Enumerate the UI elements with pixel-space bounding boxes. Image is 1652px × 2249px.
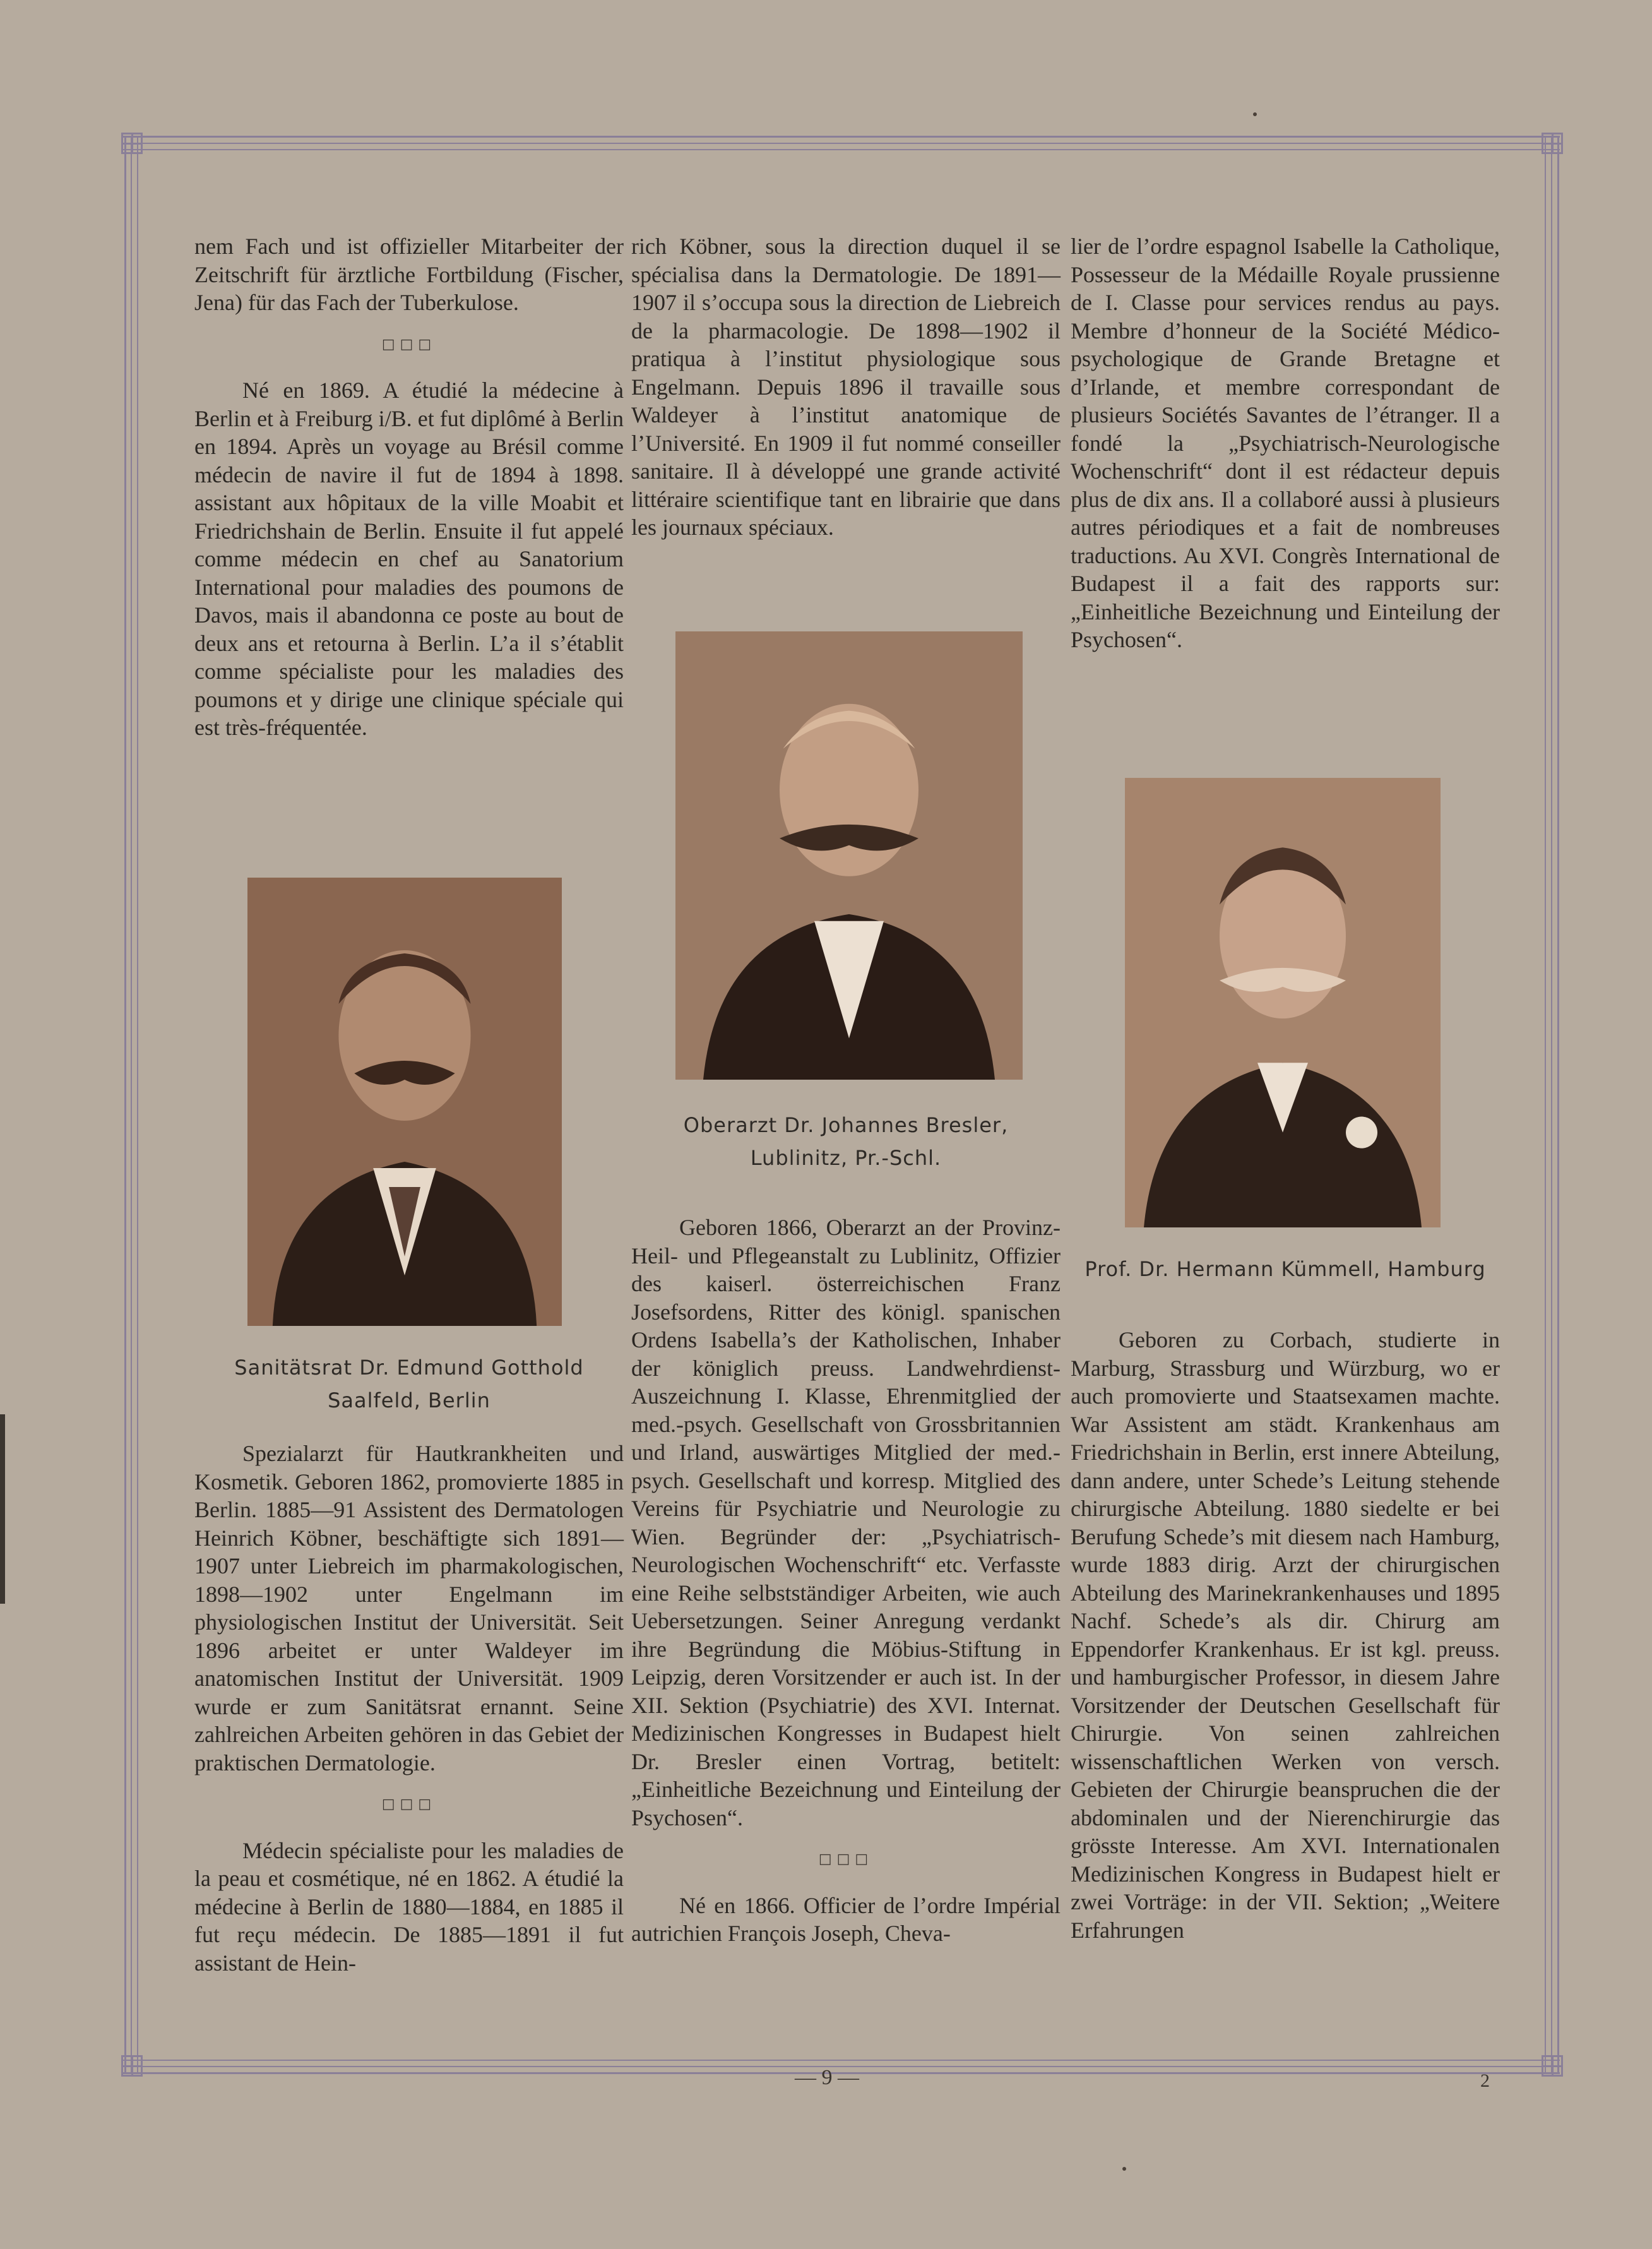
binding-stain — [0, 1414, 5, 1604]
section-separator: □□□ — [381, 336, 437, 352]
portrait-photo-kuemmell — [1125, 778, 1441, 1227]
frame-corner-ornament — [121, 2055, 143, 2077]
column-right — [1071, 232, 1500, 654]
column-left — [194, 232, 624, 742]
printer-signature-mark: 2 — [1480, 2070, 1490, 2091]
caption-bresler: Oberarzt Dr. Johannes Bresler, Lublinitz, Pr.-Schl. — [683, 1113, 1009, 1170]
portrait-photo-bresler — [675, 631, 1023, 1080]
page-number: — 9 — — [795, 2066, 859, 2089]
paragraph-de-bresler: Geboren 1866, Oberarzt an der Provinz-Heil- und Pflegeanstalt zu Lublinitz, Offizier des kaiserl. österreichischen Franz Josefsordens, Ritter des königl. spanischen Ordens Isabella’s der Katholischen, Inhaber der königlich preuss. Landwehrdienst-Auszeichnung I. Klasse, Ehrenmitglied der med.-psych. Gesellschaft von Grossbritannien und Irland, auswärtiges Mitglied der med.-psych. Gesellschaft und korresp. Mitglied des Vereins für Psychiatrie und Neurologie zu Wien. Begründer der: „Psychiatrisch-Neurologischen Wochenschrift“ etc. Verfasste eine Reihe selbstständiger Arbeiten, wie auch Uebersetzungen. Seiner Anregung verdankt ihre Begründung die Möbius-Stiftung in Leipzig, deren Vorsitzender er auch ist. In der XII. Sektion (Psychiatrie) des XVI. Internat. Medizinischen Kongresses in Budapest hielt Dr. Bresler einen Vortrag, betitelt: „Einheitliche Bezeichnung und Einteilung der Psychosen“. — [631, 1215, 1061, 1830]
column-left-lower — [194, 1440, 624, 1977]
frame-corner-ornament — [1542, 133, 1563, 154]
paragraph-de-continued: nem Fach und ist offizieller Mitarbeiter der Zeitschrift für ärztliche Fortbildung (Fischer, Jena) für das Fach der Tuberkulose. — [194, 234, 624, 315]
paragraph-fr-bresler: Né en 1866. Officier de l’ordre Impérial autrichien François Joseph, Cheva- — [631, 1892, 1061, 1946]
paragraph-de-saalfeld: Spezialarzt für Hautkrankheiten und Kosmetik. Geboren 1862, promovierte 1885 in Berlin. 1885—91 Assistent des Dermatologen Heinrich Köbner, beschäftigte sich 1891—1907 unter Liebreich im pharmakologischen, 1898—1902 unter Engelmann im physiologischen Institut der Universität. Seit 1896 arbeitet er unter Waldeyer im anatomischen Institut der Universität. 1909 wurde er zum Sanitätsrat ernannt. Seine zahlreichen Arbeiten gehören in das Gebiet der praktischen Dermatologie. — [194, 1441, 624, 1775]
paragraph-fr-continued: rich Köbner, sous la direction duquel il se spécialisa dans la Dermatologie. De 1891—1907 il s’occupa sous la direction de Liebreich de la pharmacologie. De 1898—1902 il pratiqua à l’institut physiologique sous Engelmann. Depuis 1896 il travaille sous Waldeyer à l’institut anatomique de l’Université. En 1909 il fut nommé conseiller sanitaire. Il à développé une grande activité littéraire scientifique tant en librairie que dans les journaux spéciaux. — [631, 234, 1061, 540]
paper-spot — [1122, 2167, 1126, 2171]
column-right-lower — [1071, 1326, 1500, 1944]
section-separator: □□□ — [818, 1851, 874, 1867]
portrait-photo-saalfeld — [247, 878, 562, 1326]
column-middle-lower — [631, 1214, 1061, 1948]
paper-spot — [1253, 112, 1257, 116]
paragraph-fr-biography: Né en 1869. A étudié la médecine à Berlin et à Freiburg i/B. et fut diplômé à Berlin en 1894. Après un voyage au Brésil comme médecin de navire il fut de 1894 à 1898. assistant aux hôpitaux de la ville Moabit et Friedrichshain de Berlin. Ensuite il fut appelé comme médecin en chef au Sanatorium International pour maladies des poumons de Davos, mais il abandonna ce poste au bout de deux ans et retourna à Berlin. L’a il s’établit comme spécialiste pour les maladies des poumons et y dirige une clinique spéciale qui est très-fréquentée. — [194, 378, 624, 740]
paragraph-fr-bresler-continued: lier de l’ordre espagnol Isabelle la Catholique, Possesseur de la Médaille Royale prussienne de I. Classe pour services rendus au pays. Membre d’honneur de la Société Médico-psychologique de Grande Bretagne et d’Irlande, et membre correspondant de plusieurs Sociétés Savantes de l’étranger. Il a fondé la „Psychiatrisch-Neurologische Wochenschrift“ dont il est rédacteur depuis plus de dix ans. Il a collaboré aussi à plusieurs autres périodiques et a fait de nombreuses traductions. Au XVI. Congrès International de Budapest il a fait des rapports sur: „Einheitliche Bezeichnung und Einteilung der Psychosen“. — [1071, 234, 1500, 652]
caption-kuemmell: Prof. Dr. Hermann Kümmell, Hamburg — [1084, 1257, 1486, 1281]
frame-corner-ornament — [121, 133, 143, 154]
section-separator: □□□ — [381, 1796, 437, 1812]
column-middle — [631, 232, 1061, 542]
paragraph-de-kuemmell: Geboren zu Corbach, studierte in Marburg, Strassburg und Würzburg, wo er auch promovierte und Staatsexamen machte. War Assistent am städt. Krankenhaus am Friedrichshain in Berlin, erst innere Abteilung, dann andere, unter Schede’s Leitung stehende chirurgische Abteilung. 1880 siedelte er bei Berufung Schede’s mit diesem nach Hamburg, wurde 1883 dirig. Arzt der chirurgischen Abteilung des Marinekrankenhauses und 1895 Nachf. Schede’s als dir. Chirurg am Eppendorfer Krankenhaus. Er ist kgl. preuss. und hamburgischer Professor, in diesem Jahre Vorsitzender der Deutschen Gesellschaft für Chirurgie. Von seinen zahlreichen wissenschaftlichen Werken von versch. Gebieten der Chirurgie beanspruchen die der abdominalen und der Nierenchirurgie das grösste Interesse. Am XVI. Internationalen Medizinischen Kongress in Budapest hielt er zwei Vorträge: in der VII. Sektion; „Weitere Erfahrungen — [1071, 1327, 1500, 1943]
frame-corner-ornament — [1542, 2055, 1563, 2077]
paragraph-fr-saalfeld: Médecin spécialiste pour les maladies de la peau et cosmétique, né en 1862. A étudié la médecine à Berlin de 1880—1884, en 1885 il fut reçu médecin. De 1885—1891 il fut assistant de Hein- — [194, 1837, 624, 1976]
caption-saalfeld: Sanitätsrat Dr. Edmund Gotthold Saalfeld, Berlin — [234, 1356, 584, 1412]
